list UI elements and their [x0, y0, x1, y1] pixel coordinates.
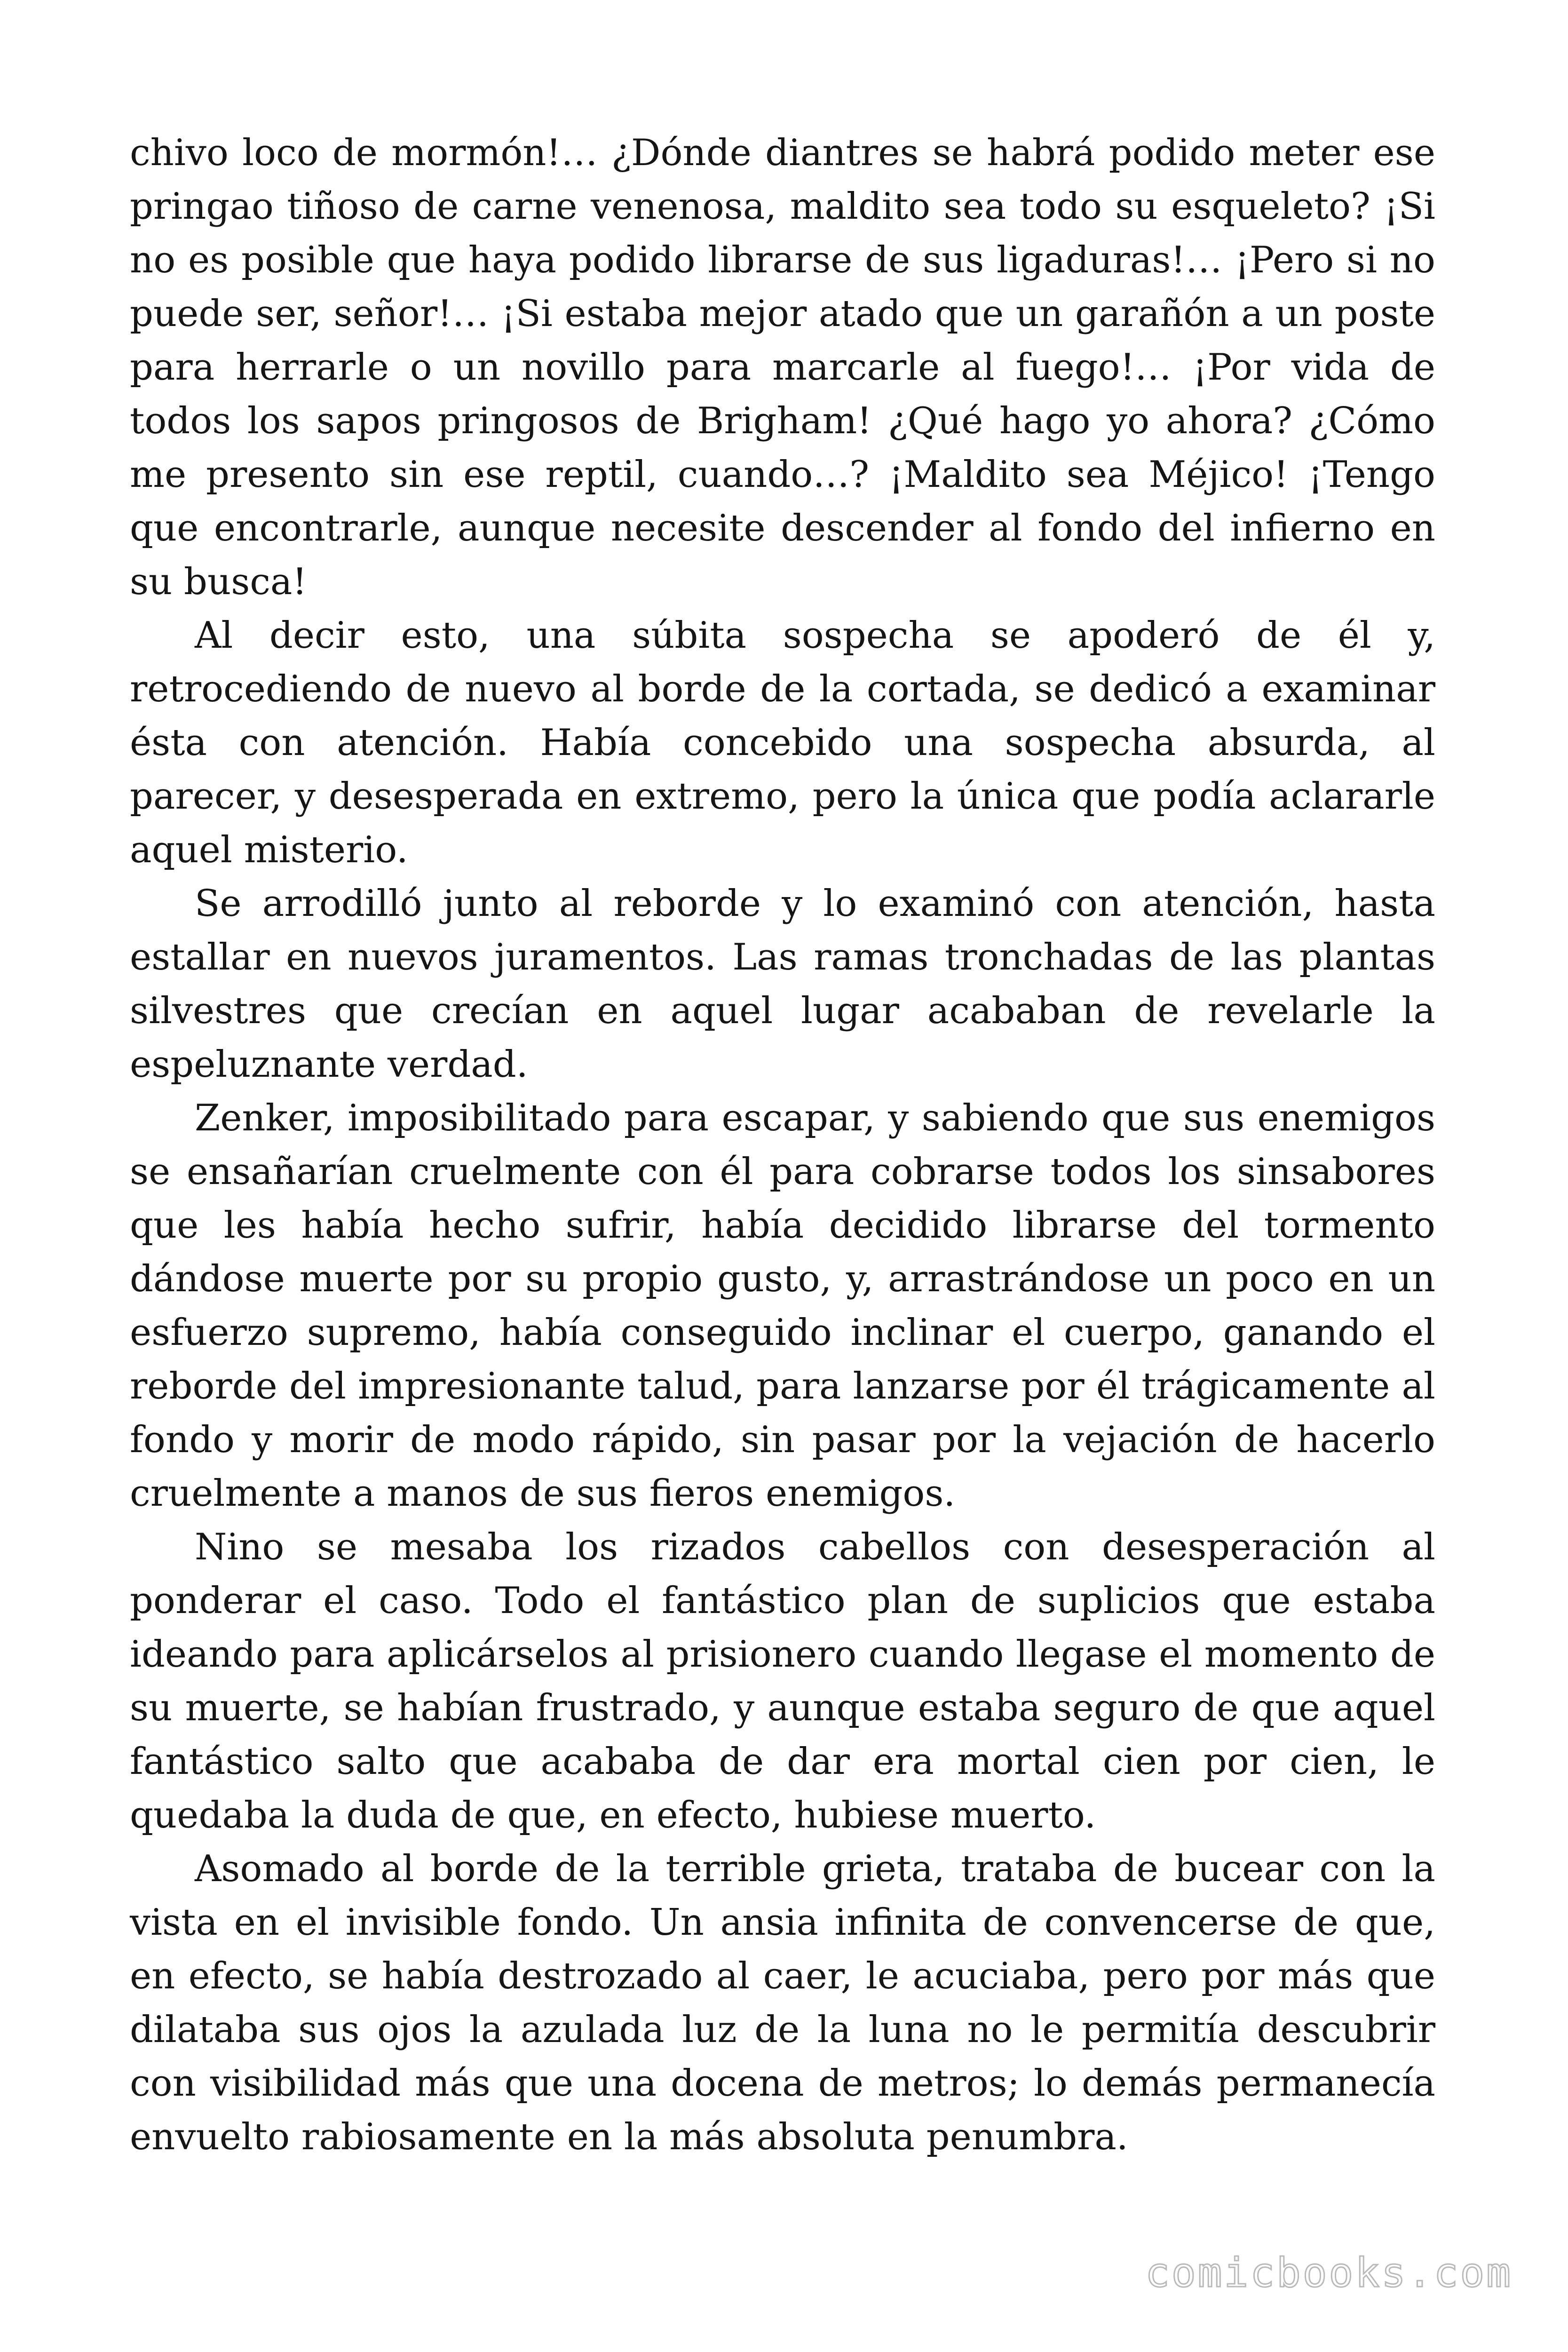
paragraph-1: chivo loco de mormón!… ¿Dónde diantres se habrá podido meter ese pringao tiñoso de carne venenosa, maldito sea todo su esqueleto? ¡Si no es posible que haya podido librarse de sus ligaduras!… ¡Pero si no puede ser, señor!… ¡Si estaba mejor atado que un garañón a un poste para herrarle o un novillo para marcarle al fuego!… ¡Por vida de todos los sapos pringosos de Brigham! ¿Qué hago yo ahora? ¿Cómo me presento sin ese reptil, cuando…? ¡Maldito sea Méjico! ¡Tengo que encontrarle, aunque necesite descender al fondo del infierno en su busca! — [130, 132, 1435, 603]
body-text — [130, 126, 1435, 2164]
paragraph-6: Asomado al borde de la terrible grieta, trataba de bucear con la vista en el invisible fondo. Un ansia infinita de convencerse de que, en efecto, se había destrozado al caer, le acuciaba, pero por más que dilataba sus ojos la azulada luz de la luna no le permitía descubrir con visibilidad más que una docena de metros; lo demás permanecía envuelto rabiosamente en la más absoluta penumbra. — [130, 1848, 1435, 2158]
paragraph-3: Se arrodilló junto al reborde y lo examinó con atención, hasta estallar en nuevos juramentos. Las ramas tronchadas de las plantas silvestres que crecían en aquel lugar acababan de revelarle la espeluznante verdad. — [130, 882, 1435, 1086]
watermark: comicbooks.com — [1145, 2249, 1513, 2296]
paragraph-5: Nino se mesaba los rizados cabellos con desesperación al ponderar el caso. Todo el fantástico plan de suplicios que estaba ideando para aplicárselos al prisionero cuando llegase el momento de su muerte, se habían frustrado, y aunque estaba seguro de que aquel fantástico salto que acababa de dar era mortal cien por cien, le quedaba la duda de que, en efecto, hubiese muerto. — [130, 1526, 1435, 1836]
paragraph-4: Zenker, imposibilitado para escapar, y sabiendo que sus enemigos se ensañarían cruelmente con él para cobrarse todos los sinsabores que les había hecho sufrir, había decidido librarse del tormento dándose muerte por su propio gusto, y, arrastrándose un poco en un esfuerzo supremo, había conseguido inclinar el cuerpo, ganando el reborde del impresionante talud, para lanzarse por él trágicamente al fondo y morir de modo rápido, sin pasar por la vejación de hacerlo cruelmente a manos de sus fieros enemigos. — [130, 1097, 1435, 1515]
paragraph-2: Al decir esto, una súbita sospecha se apoderó de él y, retrocediendo de nuevo al borde de la cortada, se dedicó a examinar ésta con atención. Había concebido una sospecha absurda, al parecer, y desesperada en extremo, pero la única que podía aclararle aquel misterio. — [130, 614, 1435, 871]
